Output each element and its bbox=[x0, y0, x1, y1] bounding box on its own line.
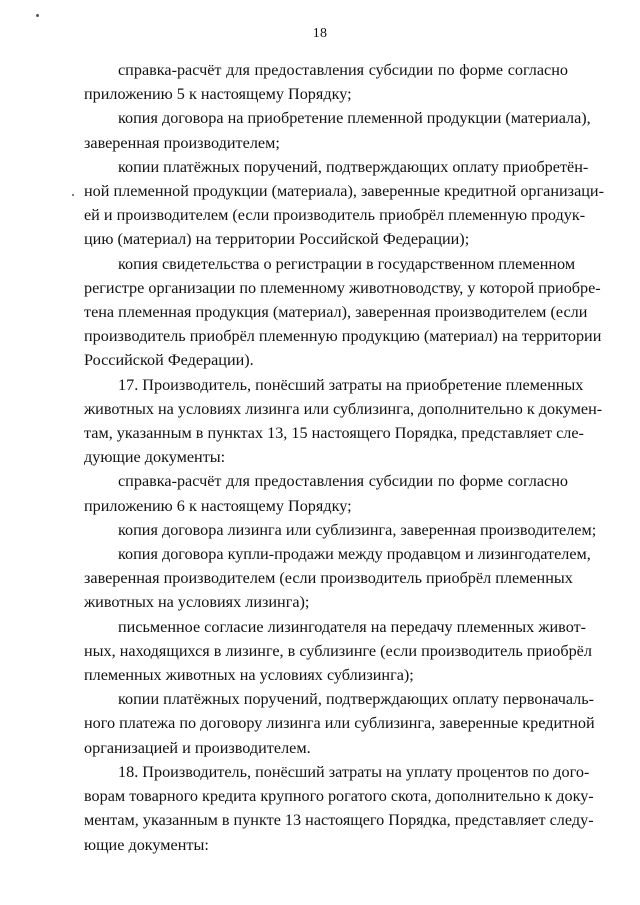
text-line: ворам товарного кредита крупного рогатого скота, дополнительно к доку- bbox=[84, 787, 594, 806]
text-line: ей и производителем (если производитель приобрёл племенную продук- bbox=[84, 206, 586, 225]
text-line: копия договора на приобретение племенной продукции (материала), bbox=[118, 109, 591, 128]
text-line: тена племенная продукция (материал), заверенная производителем (если bbox=[84, 303, 588, 322]
paragraph bbox=[84, 373, 603, 470]
text-line: 18. Производитель, понёсший затраты на уплату процентов по дого- bbox=[118, 762, 590, 781]
text-line: копия свидетельства о регистрации в государственном племенном bbox=[118, 254, 576, 273]
paragraph bbox=[84, 252, 602, 373]
paragraph bbox=[84, 542, 591, 615]
text-line: копии платёжных поручений, подтверждающих оплату приобретён- bbox=[118, 157, 589, 176]
text-line: письменное согласие лизингодателя на передачу племенных живот- bbox=[118, 617, 587, 636]
paragraph bbox=[84, 58, 568, 106]
text-line: племенных животных на условиях сублизинга); bbox=[84, 666, 414, 685]
text-line: справка-расчёт для предоставления субсидии по форме согласно bbox=[118, 61, 568, 79]
text-line: организацией и производителем. bbox=[84, 738, 311, 757]
paragraph bbox=[84, 760, 594, 857]
text-line: ментам, указанным в пункте 13 настоящего Порядка, представляет следу- bbox=[84, 811, 594, 830]
scan-speck bbox=[36, 14, 39, 17]
text-line: животных на условиях лизинга или сублизинга, дополнительно к докумен- bbox=[84, 399, 603, 418]
text-line: копия договора купли-продажи между продавцом и лизингодателем, bbox=[118, 545, 591, 564]
text-line: там, указанным в пунктах 13, 15 настоящего Порядка, представляет сле- bbox=[84, 424, 584, 443]
paragraph bbox=[84, 518, 597, 542]
text-line: приложению 5 к настоящему Порядку; bbox=[84, 85, 352, 104]
text-line: производитель приобрёл племенную продукцию (материал) на территории bbox=[84, 327, 602, 346]
text-line: приложению 6 к настоящему Порядку; bbox=[84, 496, 352, 515]
text-line: справка-расчёт для предоставления субсидии по форме согласно bbox=[118, 472, 568, 491]
page-number: 18 bbox=[312, 26, 328, 41]
text-line: регистре организации по племенному животноводству, у которой приобре- bbox=[84, 278, 601, 297]
text-line: заверенная производителем; bbox=[84, 133, 280, 152]
paragraph bbox=[84, 687, 595, 760]
text-line: цию (материал) на территории Российской Федерации); bbox=[84, 230, 470, 249]
text-line: дующие документы: bbox=[84, 448, 226, 467]
text-line: заверенная производителем (если производитель приобрёл племенных bbox=[84, 569, 573, 588]
text-line: животных на условиях лизинга); bbox=[84, 593, 310, 612]
paragraph bbox=[84, 615, 592, 688]
paragraph bbox=[84, 469, 568, 517]
text-line: ного платежа по договору лизинга или сублизинга, заверенные кредитной bbox=[84, 714, 595, 733]
text-line: ющие документы: bbox=[84, 835, 209, 854]
scan-speck bbox=[72, 194, 74, 196]
text-line: копия договора лизинга или сублизинга, заверенная производителем; bbox=[118, 520, 597, 539]
paragraph bbox=[84, 155, 604, 252]
text-line: ных, находящихся в лизинге, в сублизинге (если производитель приобрёл bbox=[84, 641, 592, 660]
document-body bbox=[84, 58, 604, 857]
text-line: ной племенной продукции (материала), заверенные кредитной организаци- bbox=[84, 182, 604, 201]
paragraph bbox=[84, 106, 591, 154]
text-line: 17. Производитель, понёсший затраты на приобретение племенных bbox=[118, 375, 584, 394]
text-line: Российской Федерации). bbox=[84, 351, 254, 370]
text-line: копии платёжных поручений, подтверждающих оплату первоначаль- bbox=[118, 690, 595, 709]
